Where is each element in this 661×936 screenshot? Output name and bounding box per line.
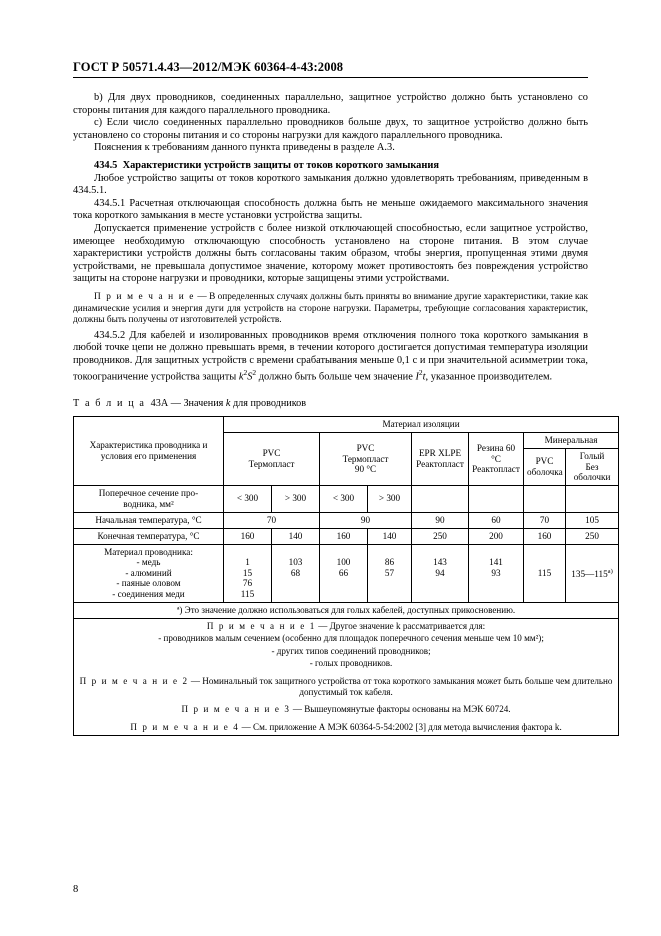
note-2-text: — Номинальный ток защитного устройства от тока короткого замыкания может быть больше чем длительно допустимый ток кабеля. bbox=[188, 675, 613, 698]
header-rubber-line2: Реактопласт bbox=[472, 464, 520, 475]
cell-mat-min-bare: $135—115^{а)}$ bbox=[566, 544, 619, 602]
k-values-table bbox=[73, 416, 619, 736]
cell-mat-rubber: 141 93 bbox=[469, 544, 524, 602]
table-row-cross-section bbox=[74, 485, 619, 512]
header-rubber-line1: Резина 60 °С bbox=[476, 443, 516, 464]
table-notes bbox=[74, 619, 619, 736]
table-footnote-a bbox=[74, 602, 619, 618]
table-notes-row bbox=[74, 619, 619, 736]
cell-mat-epr: 143 94 bbox=[412, 544, 469, 602]
note-1-item-2: - других типов соединений проводников; bbox=[271, 645, 431, 656]
cell-cs-min-pvc bbox=[524, 485, 566, 512]
header-epr-line1: EPR XLPE bbox=[418, 448, 462, 459]
note-text: — В определенных случаях должны быть приняты во внимание другие характеристики, такие как динамические усилия и энергия дуги для устройств на стороне нагрузки. Параметры, требующие согласования характеристик, должны быть получены от изготовителей устройств. bbox=[73, 291, 589, 326]
row-label-cross-section-line2: водника, мм² bbox=[123, 498, 174, 509]
header-rule bbox=[73, 77, 588, 78]
cell-mat-min-pvc: 115 bbox=[524, 544, 566, 602]
note-1-item-1: - проводников малым сечением (особенно для площадок поперечного сечения меньше чем 10 мм²); bbox=[158, 633, 544, 644]
row-label-cross-section bbox=[74, 485, 224, 512]
header-pvc-line2: Термопласт bbox=[248, 458, 295, 469]
header-min-pvc-line1: PVC bbox=[535, 456, 554, 467]
paragraph-434-5-1b: Допускается применение устройств с более низкой отключающей способностью, если защитное устройство, имеющее необходимую отключающую способность установлено на стороне питания. В этом случае характеристики устройств должны быть согласованы таким образом, чтобы энергия, пропущенная этими двумя устройствами, не превышала допустимое значение, которому может противостоять без повреждения устройство защиты на стороне нагрузки и проводники, которые защищены этими устройствами. bbox=[73, 222, 588, 285]
note-block bbox=[73, 292, 588, 327]
paragraph-434-5: Любое устройство защиты от токов короткого замыкания должно удовлетворять требованиям, приведенным в 434.5.1. bbox=[73, 172, 588, 197]
header-pvc90-line2: Термопласт bbox=[342, 453, 389, 464]
header-epr-xlpe bbox=[412, 433, 469, 486]
header-min-bare-line1: Голый bbox=[579, 451, 605, 462]
cell-ft-epr: 250 bbox=[412, 528, 469, 544]
col1-header-line1: Характеристика проводника и bbox=[89, 439, 208, 450]
cell-cs-pvc90-lt300: < 300 bbox=[320, 485, 368, 512]
header-pvc90-line1: PVC bbox=[356, 443, 375, 454]
cell-cs-rubber bbox=[469, 485, 524, 512]
note-4 bbox=[77, 722, 615, 733]
section-434-5-title: Характеристики устройств защиты от токов короткого замыкания bbox=[122, 159, 439, 171]
column-header-characteristics bbox=[74, 417, 224, 486]
paragraph-explanation: Пояснения к требованиям данного пункта приведены в разделе А.3. bbox=[94, 142, 395, 154]
paragraph-c: с) Если число соединенных параллельно проводников больше двух, то защитное устройство должно быть установлено со стороны питания и со стороны нагрузки для каждого параллельного проводника. bbox=[73, 117, 588, 141]
header-min-pvc-line2: оболочка bbox=[527, 466, 563, 477]
cell-cs-epr bbox=[412, 485, 469, 512]
cell-it-min-bare: 105 bbox=[566, 512, 619, 528]
cell-ft-pvc-lt300: 160 bbox=[224, 528, 272, 544]
material-title: Материал проводника: bbox=[104, 546, 193, 557]
cell-mat-pvc-gt300: 103 68 bbox=[272, 544, 320, 602]
cell-mat-pvc-lt300: 1 15 76 115 bbox=[224, 544, 272, 602]
header-mineral-bare bbox=[566, 449, 619, 486]
header-pvc90-line3: 90 °С bbox=[354, 464, 377, 475]
cell-ft-pvc-gt300: 140 bbox=[272, 528, 320, 544]
header-mineral-pvc-sheath bbox=[524, 449, 566, 486]
section-434-5-number: 434.5 bbox=[94, 159, 118, 171]
cell-cs-pvc-gt300: > 300 bbox=[272, 485, 320, 512]
note-1-item-3: - голых проводников. bbox=[309, 658, 393, 669]
material-item-aluminium: - алюминий bbox=[125, 567, 172, 578]
paragraph-b: b) Для двух проводников, соединенных параллельно, защитное устройство должно быть установлено со стороны питания для каждого параллельного проводника. bbox=[73, 92, 588, 116]
material-item-soldered: - паяные оловом bbox=[116, 578, 181, 589]
note-3-label: П р и м е ч а н и е 3 bbox=[181, 704, 291, 715]
cell-ft-pvc90-lt300: 160 bbox=[320, 528, 368, 544]
cell-it-pvc90: 90 bbox=[320, 512, 412, 528]
header-rubber-60 bbox=[469, 433, 524, 486]
section-434-5-heading bbox=[73, 160, 588, 173]
page-number: 8 bbox=[73, 884, 79, 895]
header-mineral: Минеральная bbox=[524, 433, 619, 449]
row-label-initial-temp: Начальная температура, °С bbox=[74, 512, 224, 528]
table-row-initial-temp bbox=[74, 512, 619, 528]
header-min-bare-line2: Без bbox=[585, 461, 599, 472]
header-pvc90-thermoplast bbox=[320, 433, 412, 486]
material-item-copper: - медь bbox=[136, 557, 161, 568]
cell-ft-min-bare: 250 bbox=[566, 528, 619, 544]
note-1-label: П р и м е ч а н и е 1 bbox=[206, 621, 316, 631]
note-2-label: П р и м е ч а н и е 2 bbox=[79, 675, 189, 686]
table-caption: Т а б л и ц а 43А — Значения k для проводников bbox=[73, 397, 307, 409]
table-footnote-row bbox=[74, 602, 619, 618]
header-standard-number: ГОСТ Р 50571.4.43—2012/МЭК 60364-4-43:2008 bbox=[73, 60, 344, 74]
row-label-cross-section-line1: Поперечное сечение про- bbox=[98, 487, 199, 498]
header-pvc-thermoplast bbox=[224, 433, 320, 486]
note-1 bbox=[77, 621, 615, 632]
cell-it-epr: 90 bbox=[412, 512, 469, 528]
note-4-text: — См. приложение А МЭК 60364-5-54:2002 [3] для метода вычисления фактора k. bbox=[239, 721, 562, 732]
note-label: П р и м е ч а н и е bbox=[94, 291, 196, 302]
cell-cs-pvc-lt300: < 300 bbox=[224, 485, 272, 512]
note-2 bbox=[77, 676, 615, 699]
cell-mat-pvc90-lt300: 100 66 bbox=[320, 544, 368, 602]
note-3-text: — Вышеупомянутые факторы основаны на МЭК 60724. bbox=[290, 704, 511, 715]
header-min-bare-line3: оболочки bbox=[573, 472, 611, 483]
row-label-conductor-material bbox=[74, 544, 224, 602]
header-epr-line2: Реактопласт bbox=[416, 458, 464, 469]
paragraph-434-5-1: 434.5.1 Расчетная отключающая способность должна быть не меньше ожидаемого максимального значения тока короткого замыкания в месте установки устройства защиты. bbox=[73, 197, 588, 222]
page-header bbox=[73, 60, 343, 75]
cell-cs-pvc90-gt300: > 300 bbox=[368, 485, 412, 512]
note-1-text: — Другое значение k рассматривается для: bbox=[315, 621, 486, 631]
cell-it-pvc: 70 bbox=[224, 512, 320, 528]
cell-mat-pvc90-gt300: 86 57 bbox=[368, 544, 412, 602]
note-4-label: П р и м е ч а н и е 4 bbox=[130, 721, 240, 732]
cell-it-rubber: 60 bbox=[469, 512, 524, 528]
cell-cs-min-bare bbox=[566, 485, 619, 512]
cell-it-min-pvc: 70 bbox=[524, 512, 566, 528]
header-insulation-material: Материал изоляции bbox=[224, 417, 619, 433]
col1-header-line2: условия его применения bbox=[100, 450, 197, 461]
header-pvc-line1: PVC bbox=[262, 448, 281, 459]
footnote-a-text: ª) Это значение должно использоваться для голых кабелей, доступных прикосновению. bbox=[176, 604, 516, 615]
note-3 bbox=[77, 704, 615, 715]
table-row-final-temp bbox=[74, 528, 619, 544]
table-row-conductor-material bbox=[74, 544, 619, 602]
cell-ft-rubber: 200 bbox=[469, 528, 524, 544]
cell-ft-pvc90-gt300: 140 bbox=[368, 528, 412, 544]
page-content bbox=[73, 92, 613, 736]
material-item-copper-joints: - соединения меди bbox=[112, 589, 185, 599]
paragraph-434-5-2: 434.5.2 Для кабелей и изолированных проводников время отключения полного тока короткого замыкания в любой точке цепи не должно превышать время, в течении которого достигается допустимая температура изоляции проводников. Для защитных устройств с времени срабатывания меньше 0,1 с и при значительной асимметрии тока, токоограничение устройства защиты $k^2S^2$ должно быть больше чем значение $I^2t$, указанное производителем. bbox=[73, 329, 588, 383]
row-label-final-temp: Конечная температура, °С bbox=[74, 528, 224, 544]
cell-ft-min-pvc: 160 bbox=[524, 528, 566, 544]
table-header-row-1 bbox=[74, 417, 619, 433]
